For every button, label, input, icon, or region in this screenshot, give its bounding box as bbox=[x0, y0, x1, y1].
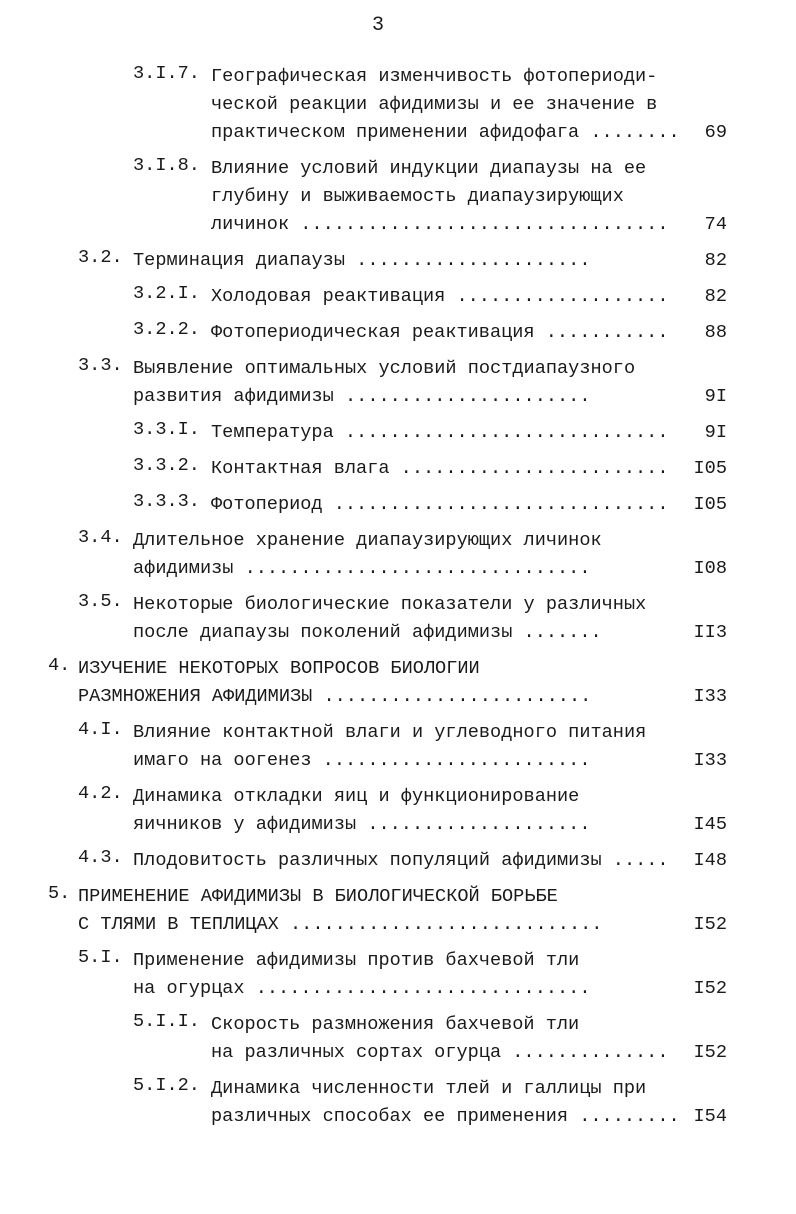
toc-entry bbox=[0, 947, 796, 1003]
toc-entry-text: Применение афидимизы против бахчевой тли bbox=[133, 950, 580, 971]
toc-page-number: II3 bbox=[693, 622, 727, 643]
toc-page-number: 9I bbox=[704, 386, 727, 407]
toc-page-number: 74 bbox=[704, 214, 727, 235]
toc-entry bbox=[0, 283, 796, 311]
toc-entry-line bbox=[0, 747, 796, 775]
toc-entry-line bbox=[0, 119, 796, 147]
toc-entry-number: 3.4. bbox=[78, 527, 123, 548]
toc-entry-text: практическом применении афидофага ........ bbox=[211, 122, 680, 143]
toc-entry-line bbox=[0, 655, 796, 683]
toc-entry-text: развития афидимизы ...................... bbox=[133, 386, 591, 407]
toc-entry-line bbox=[0, 883, 796, 911]
toc-entry-text: личинок ................................. bbox=[211, 214, 669, 235]
toc-page-number: I05 bbox=[693, 458, 727, 479]
toc-entry-number: 4.2. bbox=[78, 783, 123, 804]
toc-entry-line bbox=[0, 975, 796, 1003]
toc-entry-text: Выявление оптимальных условий постдиапаузного bbox=[133, 358, 636, 379]
toc-entry-text: ческой реакции афидимизы и ее значение в bbox=[211, 94, 658, 115]
toc-entry-line bbox=[0, 211, 796, 239]
toc-entry-text: Плодовитость различных популяций афидимизы ..... bbox=[133, 850, 669, 871]
toc-entry-text: Фотопериодическая реактивация ........... bbox=[211, 322, 669, 343]
toc-entry-number: 3.2.2. bbox=[133, 319, 200, 340]
toc-page-number: 82 bbox=[704, 250, 727, 271]
toc-entry-line bbox=[0, 491, 796, 519]
toc-entry-line bbox=[0, 783, 796, 811]
toc-entry-text: после диапаузы поколений афидимизы ....... bbox=[133, 622, 602, 643]
toc-entry-line bbox=[0, 319, 796, 347]
toc-entry-line bbox=[0, 555, 796, 583]
toc-entry-number: 4.I. bbox=[78, 719, 123, 740]
toc-page-number: 9I bbox=[704, 422, 727, 443]
toc-entry-text: ИЗУЧЕНИЕ НЕКОТОРЫХ ВОПРОСОВ БИОЛОГИИ bbox=[78, 658, 480, 679]
toc-page-number: I33 bbox=[693, 750, 727, 771]
toc-entry bbox=[0, 655, 796, 711]
toc-entry-line bbox=[0, 911, 796, 939]
toc-entry-line bbox=[0, 355, 796, 383]
toc-entry-number: 3.I.7. bbox=[133, 63, 200, 84]
toc-page-number: I52 bbox=[693, 978, 727, 999]
toc-entry-line bbox=[0, 91, 796, 119]
toc-entry bbox=[0, 319, 796, 347]
toc-entry-line bbox=[0, 155, 796, 183]
toc-entry-number: 3.3.I. bbox=[133, 419, 200, 440]
toc-entry-text: Географическая изменчивость фотопериоди- bbox=[211, 66, 658, 87]
toc-entry bbox=[0, 1075, 796, 1131]
toc-entry-line bbox=[0, 719, 796, 747]
toc-entry-text: Холодовая реактивация ................... bbox=[211, 286, 669, 307]
toc-entry-line bbox=[0, 947, 796, 975]
toc-page-number: I08 bbox=[693, 558, 727, 579]
toc-page-number: 69 bbox=[704, 122, 727, 143]
toc-entry bbox=[0, 883, 796, 939]
toc-entry-line bbox=[0, 283, 796, 311]
toc-entry-text: Длительное хранение диапаузирующих личинок bbox=[133, 530, 602, 551]
toc-entry-text: Температура ............................. bbox=[211, 422, 669, 443]
toc-entry-number: 3.3. bbox=[78, 355, 123, 376]
toc-entry-number: 5.I.I. bbox=[133, 1011, 200, 1032]
toc-entry-text: Некоторые биологические показатели у различных bbox=[133, 594, 647, 615]
toc-entry bbox=[0, 719, 796, 775]
toc-entry-line bbox=[0, 1075, 796, 1103]
toc-page-number: I54 bbox=[693, 1106, 727, 1127]
toc-entry-text: на огурцах .............................. bbox=[133, 978, 591, 999]
toc-page-number: I52 bbox=[693, 1042, 727, 1063]
toc-entry-number: 3.5. bbox=[78, 591, 123, 612]
toc-entry-line bbox=[0, 591, 796, 619]
toc-entry-text: Влияние условий индукции диапаузы на ее bbox=[211, 158, 647, 179]
toc-entry-text: Контактная влага ........................ bbox=[211, 458, 669, 479]
toc-entry-text: яичников у афидимизы .................... bbox=[133, 814, 591, 835]
toc-entry-line bbox=[0, 527, 796, 555]
toc-page-number: 82 bbox=[704, 286, 727, 307]
toc-entry-number: 4. bbox=[48, 655, 71, 676]
toc-entry-number: 3.I.8. bbox=[133, 155, 200, 176]
toc-page-number: I52 bbox=[693, 914, 727, 935]
toc-entry-text: С ТЛЯМИ В ТЕПЛИЦАХ ............................ bbox=[78, 914, 603, 935]
toc-entry-line bbox=[0, 811, 796, 839]
toc-entry-text: ПРИМЕНЕНИЕ АФИДИМИЗЫ В БИОЛОГИЧЕСКОЙ БОРЬБЕ bbox=[78, 886, 558, 907]
toc-entry bbox=[0, 247, 796, 275]
toc-page-number: I05 bbox=[693, 494, 727, 515]
page-number: 3 bbox=[372, 14, 385, 37]
toc-entry-number: 5.I.2. bbox=[133, 1075, 200, 1096]
toc-entry-text: на различных сортах огурца .............. bbox=[211, 1042, 669, 1063]
toc-entry-text: Терминация диапаузы ..................... bbox=[133, 250, 591, 271]
toc-entry bbox=[0, 491, 796, 519]
toc-entry-number: 5.I. bbox=[78, 947, 123, 968]
toc-entry-text: Скорость размножения бахчевой тли bbox=[211, 1014, 580, 1035]
toc-entry-text: афидимизы ............................... bbox=[133, 558, 591, 579]
toc-entry-line bbox=[0, 1011, 796, 1039]
toc-entry bbox=[0, 419, 796, 447]
toc-entry-text: Фотопериод .............................. bbox=[211, 494, 669, 515]
toc-entry bbox=[0, 783, 796, 839]
toc-entry-line bbox=[0, 847, 796, 875]
toc-entry-number: 3.2. bbox=[78, 247, 123, 268]
toc-entry-line bbox=[0, 619, 796, 647]
toc-entry bbox=[0, 591, 796, 647]
toc-entry bbox=[0, 847, 796, 875]
toc-entry-line bbox=[0, 63, 796, 91]
toc-entry bbox=[0, 455, 796, 483]
toc-entry-line bbox=[0, 419, 796, 447]
toc-entry-line bbox=[0, 455, 796, 483]
toc-entry-line bbox=[0, 1039, 796, 1067]
toc-entry-number: 3.2.I. bbox=[133, 283, 200, 304]
toc-entry-line bbox=[0, 1103, 796, 1131]
toc-entry-text: различных способах ее применения ......... bbox=[211, 1106, 680, 1127]
toc-entry bbox=[0, 527, 796, 583]
toc-entry-line bbox=[0, 183, 796, 211]
toc-entry-line bbox=[0, 247, 796, 275]
toc-entry-text: Динамика численности тлей и галлицы при bbox=[211, 1078, 647, 1099]
toc-page-number: 88 bbox=[704, 322, 727, 343]
toc-entry-number: 3.3.3. bbox=[133, 491, 200, 512]
toc-entry bbox=[0, 63, 796, 147]
toc-entry bbox=[0, 155, 796, 239]
toc-entry-text: Динамика откладки яиц и функционирование bbox=[133, 786, 580, 807]
toc-entry-line bbox=[0, 383, 796, 411]
toc-page-number: I45 bbox=[693, 814, 727, 835]
toc-page-number: I48 bbox=[693, 850, 727, 871]
toc-entry-number: 3.3.2. bbox=[133, 455, 200, 476]
toc-entry-text: глубину и выживаемость диапаузирующих bbox=[211, 186, 624, 207]
toc-entry-number: 5. bbox=[48, 883, 71, 904]
toc-entry-line bbox=[0, 683, 796, 711]
toc-entry-number: 4.3. bbox=[78, 847, 123, 868]
toc-entry-text: имаго на оогенез ........................ bbox=[133, 750, 591, 771]
toc-page-number: I33 bbox=[693, 686, 727, 707]
toc-entry bbox=[0, 1011, 796, 1067]
table-of-contents bbox=[0, 63, 796, 1139]
toc-entry-text: РАЗМНОЖЕНИЯ АФИДИМИЗЫ ........................ bbox=[78, 686, 592, 707]
toc-entry bbox=[0, 355, 796, 411]
toc-entry-text: Влияние контактной влаги и углеводного питания bbox=[133, 722, 647, 743]
